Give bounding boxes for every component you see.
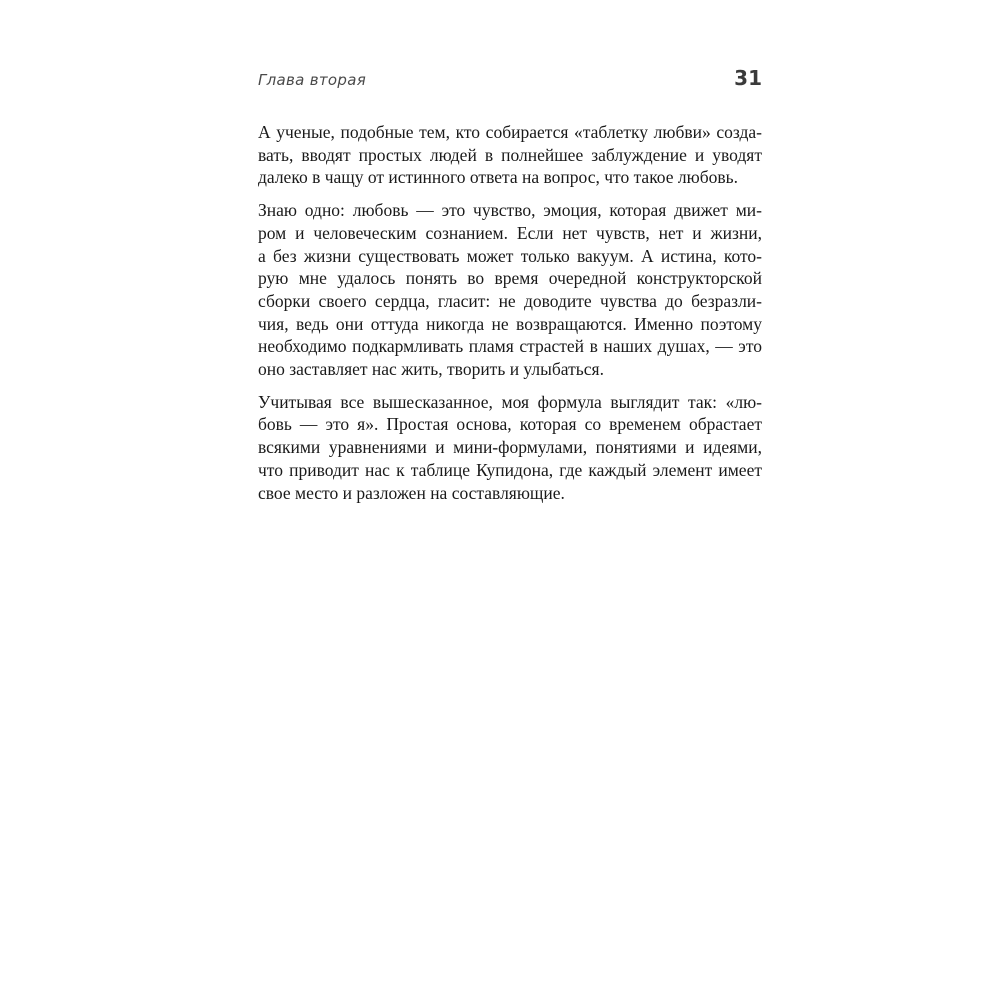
text-line: Учитывая все вышесказанное, моя формула выглядит так: «лю- [258,391,762,412]
text-line: свое место и разложен на составляющие. [258,482,565,503]
chapter-title: Глава вторая [258,71,367,89]
paragraph-3 [258,391,762,505]
text-line: Знаю одно: любовь — это чувство, эмоция, которая движет ми- [258,200,762,221]
text-line: что приводит нас к таблице Купидона, где каждый элемент имеет [258,459,762,480]
text-line: А ученые, подобные тем, кто собирается «таблетку любви» созда- [258,122,762,142]
page-number: 31 [734,66,762,90]
text-line: чия, ведь они оттуда никогда не возвращаются. Именно поэтому [258,313,762,334]
text-line: всякими уравнениями и мини-формулами, понятиями и идеями, [258,437,762,458]
text-line: необходимо подкармливать пламя страстей в наших душах, — это [258,336,762,357]
paragraph-1 [258,121,762,189]
text-line: ром и человеческим сознанием. Если нет чувств, нет и жизни, [258,222,762,243]
text-line: а без жизни существовать может только вакуум. А истина, кото- [258,245,762,266]
paragraph-2 [258,199,762,381]
text-line: далеко в чащу от истинного ответа на вопрос, что такое любовь. [258,167,738,188]
text-line: вать, вводят простых людей в полнейшее заблуждение и уводят [258,144,762,165]
running-header [258,66,762,96]
text-line: рую мне удалось понять во время очередной конструкторской [258,268,762,289]
text-line: оно заставляет нас жить, творить и улыбаться. [258,359,604,380]
text-line: сборки своего сердца, гласит: не доводите чувства до безразли- [258,290,762,311]
text-line: бовь — это я». Простая основа, которая со временем обрастает [258,414,762,435]
body-text [258,121,762,514]
